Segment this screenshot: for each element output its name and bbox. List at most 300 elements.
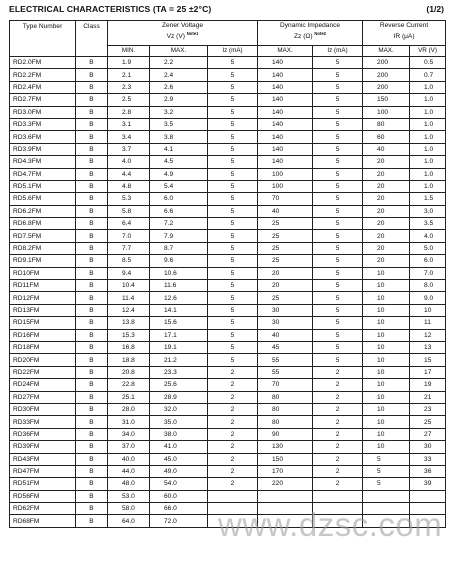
class-cell: B [76,143,108,155]
table-title: ELECTRICAL CHARACTERISTICS (TA = 25 ±2°C) [9,4,212,14]
class-cell: B [76,428,108,440]
class-cell: B [76,441,108,453]
iz-cell: 2 [208,428,258,440]
vz-max-cell: 38.0 [150,428,208,440]
type-number-cell: RD2.2FM [10,69,76,81]
vz-min-cell: 2.5 [108,94,150,106]
class-cell: B [76,503,108,515]
table-row [10,69,446,81]
vr-cell: 11 [410,317,446,329]
zz-iz-cell: 2 [313,441,363,453]
vz-max-cell: 35.0 [150,416,208,428]
table-row [10,317,446,329]
vr-cell: 1.0 [410,94,446,106]
ir-max-cell: 10 [363,304,410,316]
zz-iz-cell: 5 [313,205,363,217]
zz-max-cell: 100 [258,168,313,180]
vr-cell: 1.5 [410,193,446,205]
type-number-cell: RD18FM [10,341,76,353]
vr-cell: 1.0 [410,118,446,130]
vz-min-cell: 22.8 [108,379,150,391]
vr-cell: 7.0 [410,267,446,279]
vz-min-cell: 2.1 [108,69,150,81]
class-cell: B [76,69,108,81]
vz-max-cell: 4.9 [150,168,208,180]
zener-note: Note1 [186,31,199,36]
vz-min-cell: 7.7 [108,242,150,254]
ir-max-cell: 20 [363,156,410,168]
zz-iz-cell: 2 [313,416,363,428]
subheader-zz-max: MAX. [258,46,313,57]
iz-cell: 5 [208,267,258,279]
class-cell: B [76,379,108,391]
vz-min-cell: 5.8 [108,205,150,217]
iz-cell: 5 [208,106,258,118]
ir-max-cell: 10 [363,379,410,391]
vz-min-cell: 3.4 [108,131,150,143]
ir-max-cell: 20 [363,255,410,267]
class-cell: B [76,180,108,192]
zz-iz-cell: 2 [313,379,363,391]
ir-max-cell: 10 [363,341,410,353]
zz-max-cell: 25 [258,218,313,230]
zz-max-cell: 100 [258,180,313,192]
type-number-cell: RD3.6FM [10,131,76,143]
type-number-cell: RD11FM [10,280,76,292]
ir-max-cell: 10 [363,329,410,341]
class-cell: B [76,81,108,93]
ir-max-cell: 10 [363,391,410,403]
class-cell: B [76,341,108,353]
vr-cell: 1.0 [410,131,446,143]
ir-max-cell: 10 [363,292,410,304]
dynamic-impedance-label: Dynamic Impedance [279,22,341,29]
type-number-cell: RD39FM [10,441,76,453]
zz-max-cell: 25 [258,230,313,242]
iz-cell: 5 [208,280,258,292]
vz-max-cell: 5.4 [150,180,208,192]
iz-cell: 5 [208,131,258,143]
table-row [10,205,446,217]
iz-cell: 5 [208,292,258,304]
vz-min-cell: 8.5 [108,255,150,267]
zz-iz-cell: 5 [313,280,363,292]
type-number-cell: RD4.7FM [10,168,76,180]
class-cell: B [76,168,108,180]
zz-max-cell: 30 [258,304,313,316]
type-number-cell: RD30FM [10,403,76,415]
table-row [10,428,446,440]
vr-cell: 15 [410,354,446,366]
vz-max-cell: 32.0 [150,403,208,415]
zz-max-cell: 80 [258,391,313,403]
vr-cell: 1.0 [410,168,446,180]
vz-min-cell: 37.0 [108,441,150,453]
table-row [10,490,446,502]
subheader-zz-iz: Iz (mA) [313,46,363,57]
vz-min-cell: 16.8 [108,341,150,353]
ir-max-cell: 10 [363,280,410,292]
zz-iz-cell: 2 [313,391,363,403]
table-row [10,280,446,292]
type-number-cell: RD68FM [10,515,76,527]
iz-cell: 2 [208,441,258,453]
zz-max-cell: 130 [258,441,313,453]
zz-max-cell: 25 [258,242,313,254]
vz-min-cell: 1.9 [108,57,150,69]
ir-max-cell: 5 [363,465,410,477]
iz-cell: 5 [208,69,258,81]
vz-max-cell: 2.6 [150,81,208,93]
zz-iz-cell: 2 [313,478,363,490]
zz-iz-cell: 5 [313,180,363,192]
zz-iz-cell: 5 [313,255,363,267]
vz-min-cell: 58.0 [108,503,150,515]
iz-cell: 5 [208,218,258,230]
vz-min-cell: 48.0 [108,478,150,490]
zz-max-cell: 40 [258,205,313,217]
iz-cell: 5 [208,304,258,316]
electrical-characteristics-table [9,20,446,528]
ir-max-cell: 10 [363,317,410,329]
ir-max-cell: 5 [363,453,410,465]
table-row [10,341,446,353]
vz-max-cell: 72.0 [150,515,208,527]
ir-max-cell: 60 [363,131,410,143]
ir-max-cell: 200 [363,57,410,69]
vz-min-cell: 10.4 [108,280,150,292]
type-number-cell: RD5.1FM [10,180,76,192]
vz-min-cell: 2.3 [108,81,150,93]
ir-max-cell: 20 [363,180,410,192]
zz-max-cell: 25 [258,255,313,267]
type-number-cell: RD3.0FM [10,106,76,118]
vz-min-cell: 25.1 [108,391,150,403]
type-number-cell: RD5.6FM [10,193,76,205]
table-row [10,168,446,180]
vz-min-cell: 7.0 [108,230,150,242]
vr-cell: 3.0 [410,205,446,217]
type-number-cell: RD2.4FM [10,81,76,93]
iz-cell: 5 [208,205,258,217]
type-number-cell: RD24FM [10,379,76,391]
class-cell: B [76,403,108,415]
dynamic-note: Note2 [314,31,326,36]
header-dynamic-impedance [258,21,363,46]
table-row [10,57,446,69]
class-cell: B [76,255,108,267]
type-number-cell: RD8.2FM [10,242,76,254]
class-cell: B [76,131,108,143]
zz-max-cell: 170 [258,465,313,477]
class-cell: B [76,515,108,527]
vz-min-cell: 15.3 [108,329,150,341]
zener-voltage-label: Zener Voltage [161,22,204,29]
vr-cell: 1.0 [410,81,446,93]
vr-cell: 5.0 [410,242,446,254]
zz-iz-cell: 5 [313,329,363,341]
type-number-cell: RD27FM [10,391,76,403]
zz-iz-cell: 5 [313,168,363,180]
zz-max-cell [258,490,313,502]
vz-max-cell: 66.0 [150,503,208,515]
page-number: (1/2) [426,4,444,14]
zz-max-cell: 140 [258,131,313,143]
vz-max-cell: 6.0 [150,193,208,205]
iz-cell: 2 [208,403,258,415]
vz-min-cell: 53.0 [108,490,150,502]
iz-cell: 5 [208,193,258,205]
ir-max-cell: 10 [363,416,410,428]
vr-cell: 1.0 [410,106,446,118]
vz-min-cell: 2.8 [108,106,150,118]
class-cell: B [76,242,108,254]
ir-max-cell: 20 [363,218,410,230]
zz-max-cell: 140 [258,118,313,130]
vz-max-cell: 4.5 [150,156,208,168]
vr-cell: 4.0 [410,230,446,242]
vr-cell: 0.5 [410,57,446,69]
zz-max-cell: 20 [258,280,313,292]
table-row [10,267,446,279]
subheader-ir-max: MAX. [363,46,410,57]
table-row [10,304,446,316]
vz-min-cell: 5.3 [108,193,150,205]
table-row [10,193,446,205]
ir-max-cell: 100 [363,106,410,118]
vz-min-cell: 3.7 [108,143,150,155]
ir-max-cell [363,490,410,502]
vr-cell: 1.0 [410,180,446,192]
vr-cell: 33 [410,453,446,465]
type-number-cell: RD6.2FM [10,205,76,217]
type-number-cell: RD20FM [10,354,76,366]
vr-cell: 25 [410,416,446,428]
zz-iz-cell: 5 [313,156,363,168]
vz-max-cell: 21.2 [150,354,208,366]
zz-max-cell: 220 [258,478,313,490]
ir-max-cell: 10 [363,267,410,279]
type-number-cell: RD6.8FM [10,218,76,230]
iz-cell: 5 [208,81,258,93]
ir-max-cell: 10 [363,354,410,366]
class-cell: B [76,267,108,279]
zz-iz-cell: 5 [313,304,363,316]
vr-cell: 1.0 [410,156,446,168]
type-number-cell: RD4.3FM [10,156,76,168]
zz-max-cell: 140 [258,143,313,155]
type-number-cell: RD56FM [10,490,76,502]
vz-min-cell: 34.0 [108,428,150,440]
class-cell: B [76,329,108,341]
iz-cell: 5 [208,341,258,353]
ir-max-cell: 200 [363,69,410,81]
ir-max-cell: 80 [363,118,410,130]
zz-iz-cell: 2 [313,428,363,440]
iz-cell: 5 [208,57,258,69]
type-number-cell: RD16FM [10,329,76,341]
iz-cell: 5 [208,354,258,366]
type-number-cell: RD9.1FM [10,255,76,267]
class-cell: B [76,465,108,477]
zz-max-cell: 20 [258,267,313,279]
zz-iz-cell: 5 [313,218,363,230]
ir-max-cell: 40 [363,143,410,155]
vz-max-cell: 9.6 [150,255,208,267]
zz-iz-cell: 5 [313,267,363,279]
table-row [10,391,446,403]
type-number-cell: RD10FM [10,267,76,279]
vr-cell: 8.0 [410,280,446,292]
iz-cell: 2 [208,366,258,378]
class-cell: B [76,230,108,242]
zener-voltage-symbol: Vz (V) [166,33,185,40]
vz-min-cell: 4.0 [108,156,150,168]
class-cell: B [76,205,108,217]
iz-cell: 2 [208,465,258,477]
table-row [10,180,446,192]
vz-min-cell: 31.0 [108,416,150,428]
table-row [10,230,446,242]
type-number-cell: RD3.9FM [10,143,76,155]
vz-max-cell: 3.5 [150,118,208,130]
vz-max-cell: 60.0 [150,490,208,502]
vz-max-cell: 23.3 [150,366,208,378]
vz-min-cell: 11.4 [108,292,150,304]
vr-cell: 17 [410,366,446,378]
vz-max-cell: 2.4 [150,69,208,81]
zz-iz-cell: 2 [313,403,363,415]
zz-iz-cell: 2 [313,366,363,378]
class-cell: B [76,280,108,292]
table-row [10,416,446,428]
ir-max-cell: 20 [363,205,410,217]
zz-max-cell: 70 [258,193,313,205]
table-row [10,441,446,453]
iz-cell [208,490,258,502]
type-number-cell: RD36FM [10,428,76,440]
table-row [10,366,446,378]
vr-cell: 1.0 [410,143,446,155]
header-zener-voltage [108,21,258,46]
vr-cell: 3.5 [410,218,446,230]
class-cell: B [76,416,108,428]
zz-max-cell: 90 [258,428,313,440]
zz-iz-cell: 5 [313,143,363,155]
table-row [10,156,446,168]
vr-cell: 21 [410,391,446,403]
vz-min-cell: 20.8 [108,366,150,378]
ir-max-cell: 20 [363,193,410,205]
subheader-max: MAX. [150,46,208,57]
vz-max-cell: 12.6 [150,292,208,304]
vz-min-cell: 4.4 [108,168,150,180]
class-cell: B [76,118,108,130]
iz-cell: 5 [208,118,258,130]
dynamic-impedance-symbol: Zz (Ω) [294,33,313,40]
vz-max-cell: 17.1 [150,329,208,341]
table-row [10,218,446,230]
zz-iz-cell: 5 [313,81,363,93]
subheader-iz: Iz (mA) [208,46,258,57]
ir-max-cell: 200 [363,81,410,93]
vr-cell: 39 [410,478,446,490]
zz-max-cell: 140 [258,69,313,81]
zz-iz-cell: 5 [313,317,363,329]
iz-cell: 2 [208,453,258,465]
watermark: www.dzsc.com [218,506,443,543]
iz-cell: 5 [208,94,258,106]
vz-max-cell: 25.6 [150,379,208,391]
class-cell: B [76,106,108,118]
ir-max-cell: 20 [363,242,410,254]
reverse-current-label: Reverse Current [379,22,429,29]
zz-iz-cell [313,490,363,502]
ir-max-cell: 10 [363,428,410,440]
vr-cell: 6.0 [410,255,446,267]
vz-max-cell: 2.9 [150,94,208,106]
zz-iz-cell: 5 [313,106,363,118]
iz-cell: 5 [208,230,258,242]
vz-min-cell: 28.0 [108,403,150,415]
vz-min-cell: 13.8 [108,317,150,329]
vz-min-cell: 18.8 [108,354,150,366]
class-cell: B [76,304,108,316]
type-number-cell: RD3.3FM [10,118,76,130]
type-number-cell: RD12FM [10,292,76,304]
table-row [10,106,446,118]
vz-min-cell: 64.0 [108,515,150,527]
header-reverse-current [363,21,446,46]
ir-max-cell: 20 [363,230,410,242]
vz-max-cell: 49.0 [150,465,208,477]
iz-cell: 5 [208,180,258,192]
zz-iz-cell: 5 [313,292,363,304]
zz-iz-cell: 5 [313,193,363,205]
header-class: Class [76,21,108,57]
zz-max-cell: 30 [258,317,313,329]
vz-max-cell: 8.7 [150,242,208,254]
zz-iz-cell: 5 [313,242,363,254]
vz-max-cell: 2.2 [150,57,208,69]
vr-cell: 9.0 [410,292,446,304]
class-cell: B [76,366,108,378]
zz-max-cell: 25 [258,292,313,304]
class-cell: B [76,218,108,230]
iz-cell: 2 [208,416,258,428]
table-row [10,379,446,391]
vr-cell: 36 [410,465,446,477]
vz-min-cell: 3.1 [108,118,150,130]
vz-min-cell: 40.0 [108,453,150,465]
type-number-cell: RD47FM [10,465,76,477]
vz-max-cell: 19.1 [150,341,208,353]
zz-max-cell: 140 [258,81,313,93]
zz-iz-cell: 5 [313,230,363,242]
type-number-cell: RD62FM [10,503,76,515]
zz-max-cell: 140 [258,94,313,106]
table-body [10,57,446,528]
vz-max-cell: 4.1 [150,143,208,155]
type-number-cell: RD43FM [10,453,76,465]
zz-max-cell: 140 [258,57,313,69]
ir-max-cell: 20 [363,168,410,180]
vr-cell: 13 [410,341,446,353]
table-row [10,329,446,341]
iz-cell: 2 [208,391,258,403]
zz-iz-cell: 5 [313,57,363,69]
vr-cell: 19 [410,379,446,391]
